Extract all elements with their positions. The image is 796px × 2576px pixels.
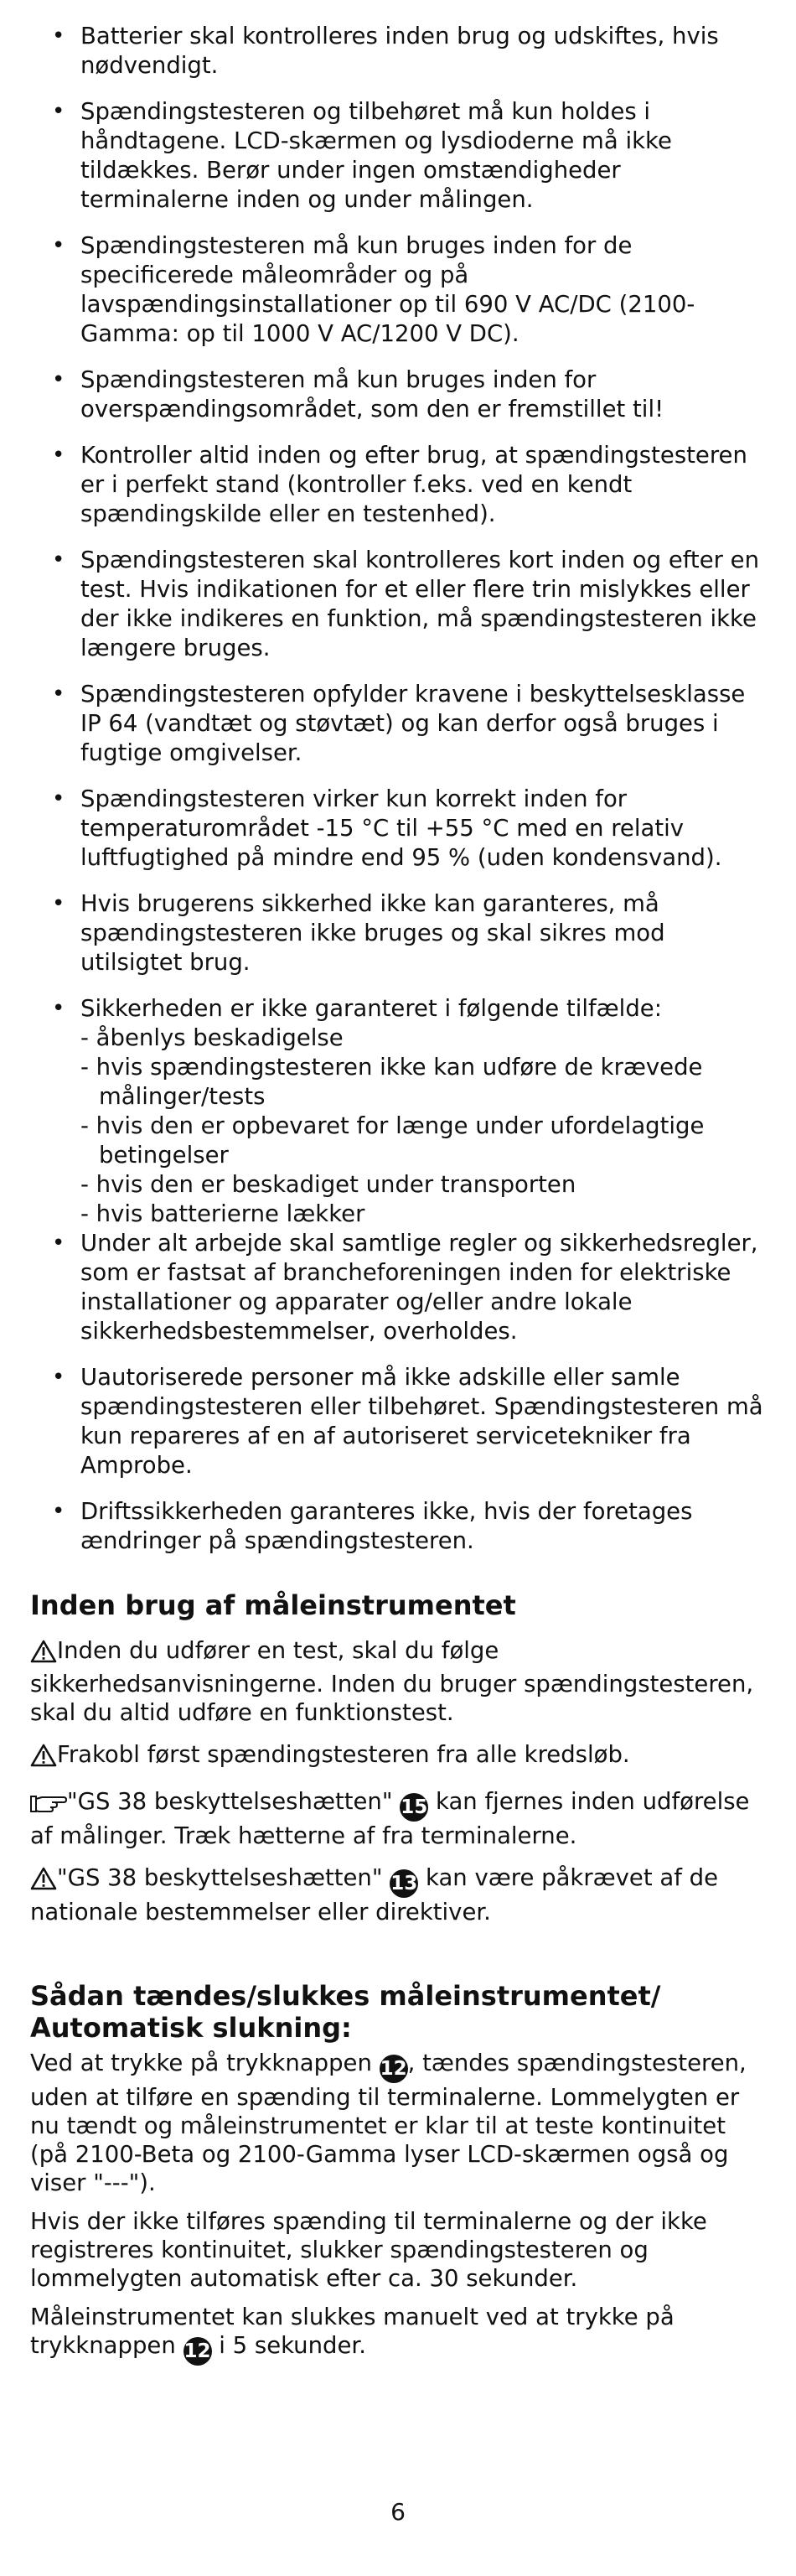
body-paragraph	[30, 2049, 768, 2197]
body-text: Ved at trykke på trykknappen	[30, 2050, 380, 2076]
safety-bullet: • Spændingstesteren opfylder kravene i beskyttelsesklasse IP 64 (vandtæt og støvtæt) og kan derfor også bruges i fugtige omgivelser.	[30, 680, 768, 768]
warning-triangle-icon	[30, 1744, 57, 1774]
safety-list	[30, 22, 768, 1556]
safety-bullet: • Under alt arbejde skal samtlige regler og sikkerhedsregler, som er fastsat af brancheforeningen inden for elektriske installationer og apparater og/eller andre lokale sikkerhedsbestemmelser, overholdes.	[30, 1229, 768, 1346]
note-paragraph	[30, 1787, 768, 1850]
note-text: kan fjernes inden udførelse af målinger. Træk hætterne af fra terminalerne.	[30, 1788, 750, 1849]
item-number-badge: 12	[380, 2055, 408, 2083]
safety-bullet: • Uautoriserede personer må ikke adskille eller samle spændingstesteren eller tilbehøret. Spændingstesteren må kun repareres af en af autoriseret servicetekniker fra Amprobe.	[30, 1363, 768, 1480]
safety-bullet: • Spændingstesteren må kun bruges inden for overspændingsområdet, som den er fremstillet til!	[30, 365, 768, 424]
warning-paragraph	[30, 1636, 768, 1727]
warning-text: kan være påkrævet af de nationale bestemmelser eller direktiver.	[30, 1864, 719, 1926]
warning-paragraph	[30, 1740, 768, 1774]
safety-bullet: • Spændingstesteren virker kun korrekt inden for temperaturområdet -15 °C til +55 °C med en relativ luftfugtighed på mindre end 95 % (uden kondensvand).	[30, 785, 768, 873]
body-text: Måleinstrumentet kan slukkes manuelt ved at trykke på trykknappen	[30, 2304, 675, 2359]
section-heading-before-use: Inden brug af måleinstrumentet	[30, 1589, 516, 1621]
body-text: i 5 sekunder.	[211, 2332, 366, 2359]
safety-case-item: - hvis spændingstesteren ikke kan udføre de krævede målinger/tests	[80, 1053, 768, 1112]
safety-bullet: • Batterier skal kontrolleres inden brug og udskiftes, hvis nødvendigt.	[30, 22, 768, 80]
safety-case-item: - hvis den er opbevaret for længe under ufordelagtige betingelser	[80, 1112, 768, 1170]
safety-bullet: • Spændingstesteren og tilbehøret må kun holdes i håndtagene. LCD-skærmen og lysdioderne må ikke tildækkes. Berør under ingen omstændigheder terminalerne inden og under målingen.	[30, 97, 768, 215]
note-text: "GS 38 beskyttelseshætten"	[67, 1788, 393, 1815]
body-paragraph: Hvis der ikke tilføres spænding til terminalerne og der ikke registreres kontinuitet, slukker spændingstesteren og lommelygten automatisk efter ca. 30 sekunder.	[30, 2208, 707, 2292]
warning-paragraph	[30, 1863, 768, 1926]
warning-text: Inden du udfører en test, skal du følge sikkerhedsanvisningerne. Inden du bruger spændingstesteren, skal du altid udføre en funktionstest.	[30, 1637, 754, 1726]
pointing-hand-icon	[30, 1792, 67, 1821]
safety-cases-bullet	[30, 994, 768, 1229]
item-number-badge: 12	[183, 2337, 212, 2366]
safety-bullet: • Spændingstesteren skal kontrolleres kort inden og efter en test. Hvis indikationen for et eller flere trin mislykkes eller der ikke indikeres en funktion, må spændingstesteren ikke længere bruges.	[30, 546, 768, 663]
item-number-badge: 15	[400, 1793, 428, 1822]
warning-triangle-icon	[30, 1640, 57, 1670]
warning-text: "GS 38 beskyttelseshætten"	[57, 1864, 383, 1891]
safety-case-item: - hvis batterierne lækker	[80, 1200, 768, 1229]
safety-bullet: • Spændingstesteren må kun bruges inden for de specificerede måleområder og på lavspændingsinstallationer op til 690 V AC/DC (2100-Gamma: op til 1000 V AC/1200 V DC).	[30, 231, 768, 349]
safety-case-item: - åbenlys beskadigelse	[80, 1024, 768, 1053]
safety-case-item: - hvis den er beskadiget under transporten	[80, 1170, 768, 1200]
heading-line: Automatisk slukning:	[30, 2012, 352, 2044]
item-number-badge: 13	[390, 1869, 418, 1898]
manual-page	[30, 22, 768, 2366]
body-paragraph	[30, 2303, 768, 2366]
warning-text: Frakobl først spændingstesteren fra alle kredsløb.	[57, 1741, 630, 1768]
safety-bullet: • Kontroller altid inden og efter brug, at spændingstesteren er i perfekt stand (kontroller f.eks. ved en kendt spændingskilde eller en testenhed).	[30, 441, 768, 529]
safety-cases-list	[80, 1024, 768, 1229]
safety-bullet: • Driftssikkerheden garanteres ikke, hvis der foretages ændringer på spændingstesteren.	[30, 1497, 768, 1556]
page-number: 6	[390, 2498, 406, 2526]
section-heading-power	[30, 1980, 768, 2044]
warning-triangle-icon	[30, 1867, 57, 1897]
safety-bullet: • Hvis brugerens sikkerhed ikke kan garanteres, må spændingstesteren ikke bruges og skal sikres mod utilsigtet brug.	[30, 889, 768, 977]
body-text: , tændes spændingstesteren, uden at tilføre en spænding til terminalerne. Lommelygten er nu tændt og måleinstrumentet er klar til at teste kontinuitet (på 2100-Beta og 2100-Gamma lyser LCD-skærmen også og viser "---").	[30, 2050, 747, 2196]
heading-line: Sådan tændes/slukkes måleinstrumentet/	[30, 1980, 661, 2012]
safety-cases-intro: Sikkerheden er ikke garanteret i følgende tilfælde:	[80, 995, 662, 1022]
